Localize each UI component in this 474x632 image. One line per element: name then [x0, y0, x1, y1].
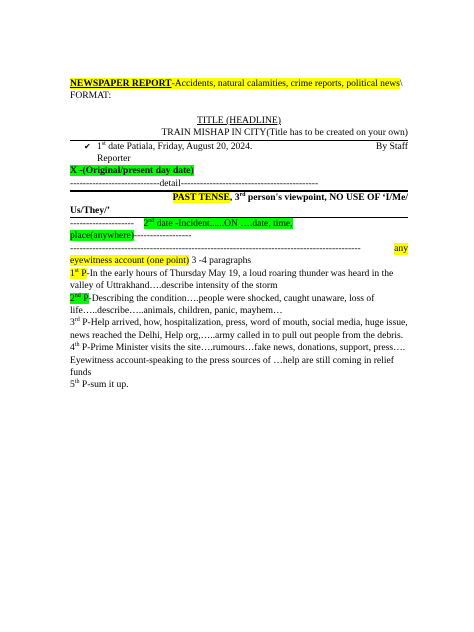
long-dashes-line: ------------------------------------------------------------------------------------------- any: [70, 242, 408, 254]
heading-backslash: \: [399, 78, 403, 89]
spacer: [70, 103, 408, 115]
any-label: any: [394, 242, 408, 254]
paragraph-2: 2nd P-Describing the condition….people were shocked, caught unaware, loss of life…..describe…..animals, children, panic, mayhem…: [70, 292, 375, 316]
heading-political: political news: [346, 78, 400, 89]
paragraph-5: 5th P-sum it up.: [70, 379, 129, 391]
x-date-line: X -(Original/present day date): [70, 165, 194, 177]
second-date-line: -------------------- 2nd date -Incident......ON ….date, time,: [70, 217, 293, 230]
heading-categories: -Accidents, natural calamities, crime reports,: [171, 78, 347, 89]
place-line: place(anywhere)------------------: [70, 230, 192, 242]
heading-line: [70, 78, 408, 90]
byline-reporter: Reporter: [97, 153, 131, 165]
dateline-row: [70, 141, 408, 166]
headline-line: TRAIN MISHAP IN CITY(Title has to be created on your own): [161, 127, 408, 139]
tense-line: PAST TENSE, 3rd person's viewpoint, NO USE OF ‘I/Me/: [172, 192, 408, 204]
paragraph-4: 4th P-Prime Minister visits the site….rumours…fake news, donations, support, press…. Eyewitness account-speaking to the press sources of …help are still coming in relief funds: [70, 341, 406, 378]
paragraph-3: 3rd P-Help arrived, how, hospitalization, press, word of mouth, social media, huge issue, news reached the Delhi, Help org,…..army called in to pull out people from the debris.: [70, 317, 408, 341]
paragraph-1: 1st P-In the early hours of Thursday May 19, a loud roaring thunder was heard in the valley of Uttrakhand….describe intensity of the storm: [70, 267, 394, 292]
detail-line: ----------------------------detail-------------------------------------------: [70, 177, 319, 189]
tense-line-2: Us/They/’: [70, 204, 110, 216]
title-label: TITLE (HEADLINE): [197, 114, 281, 126]
heading-title: NEWSPAPER REPORT: [70, 78, 172, 89]
dateline-text: 1st date Patiala, Friday, August 20, 2024.: [97, 140, 253, 152]
byline: By Staff: [375, 140, 408, 152]
document-content: [70, 78, 408, 392]
dateline: [97, 141, 408, 153]
eyewitness-line: eyewitness account (one point) 3 -4 paragraphs: [70, 255, 252, 267]
format-label: FORMAT:: [70, 90, 112, 102]
checkmark-icon: ✔: [84, 141, 91, 151]
